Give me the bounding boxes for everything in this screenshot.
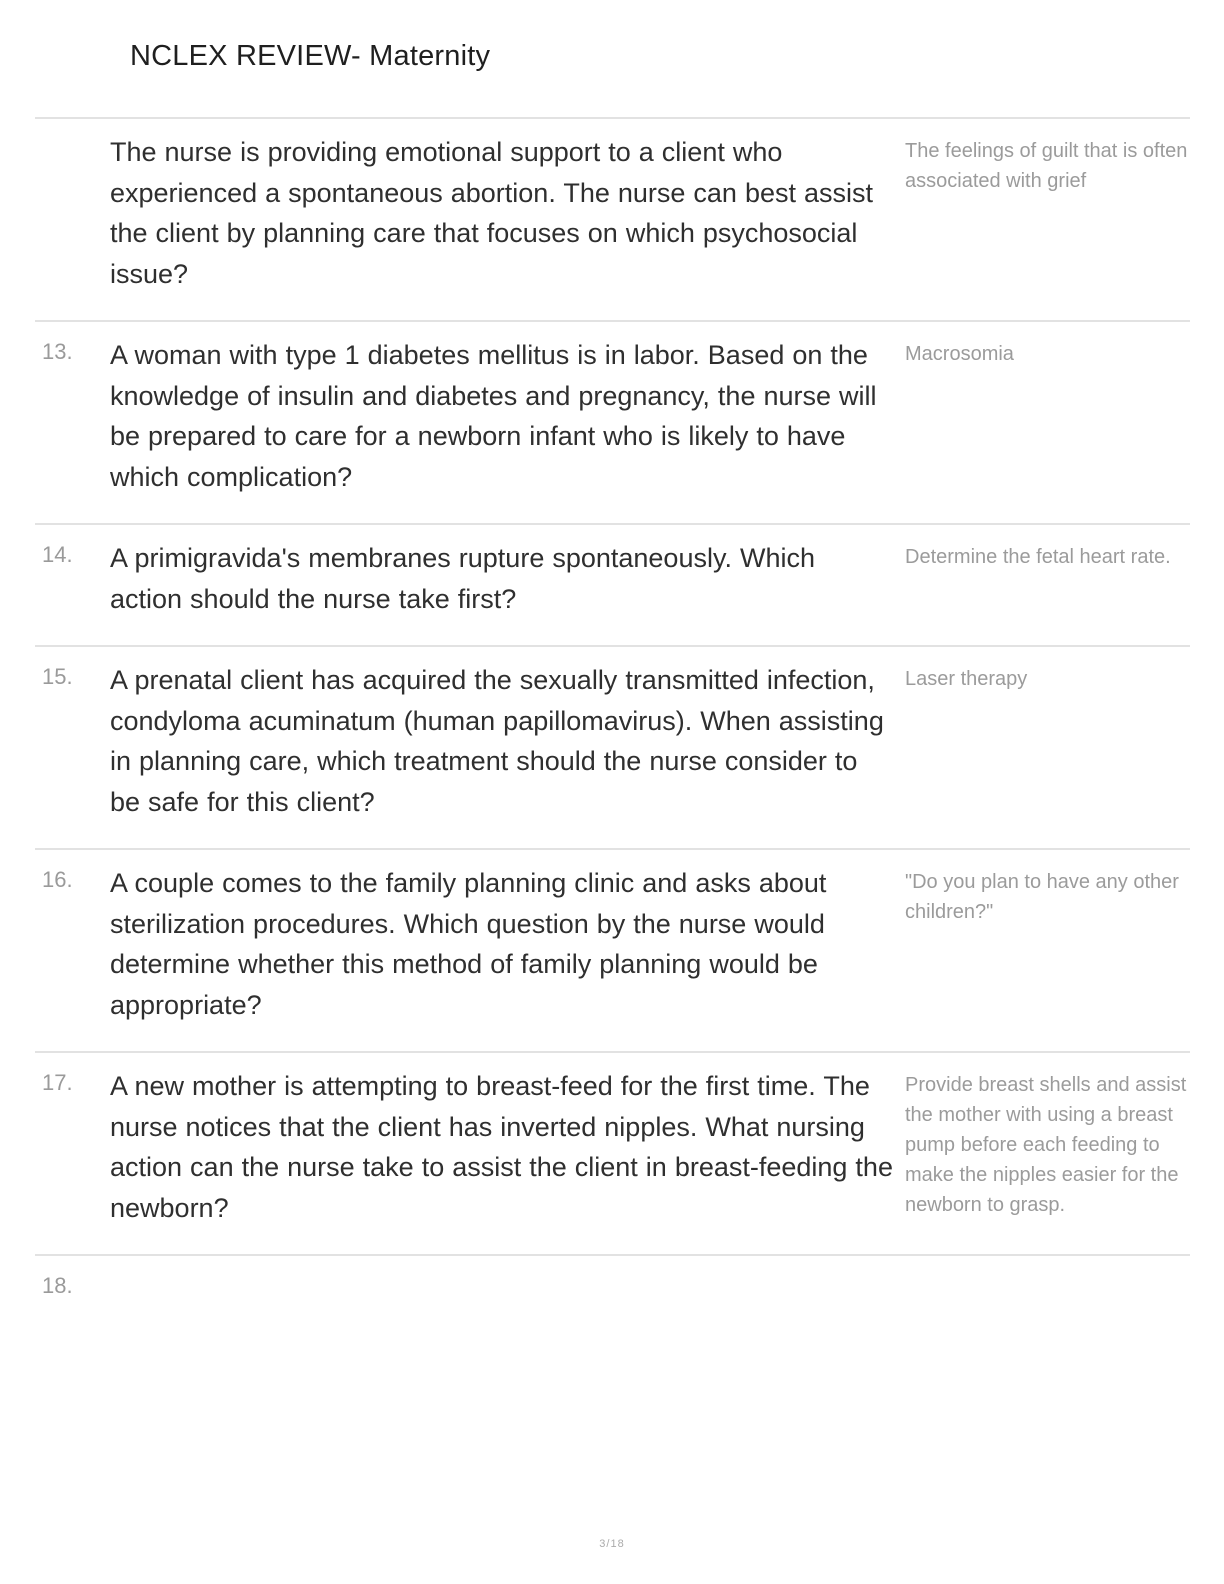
question-number: 16. — [42, 867, 73, 892]
answer-text: Macrosomia — [905, 343, 1014, 365]
question-text: A primigravida's membranes rupture spontaneously. Which action should the nurse take first? — [110, 543, 815, 614]
table-row — [35, 523, 1190, 645]
table-row — [35, 848, 1190, 1051]
answer-text: Provide breast shells and assist the mother with using a breast pump before each feeding to make the nipples easier for the newborn to grasp. — [905, 1074, 1187, 1216]
question-number: 14. — [42, 542, 73, 567]
question-text: A new mother is attempting to breast-feed for the first time. The nurse notices that the client has inverted nipples. What nursing action can the nurse take to assist the client in breast-feeding the newborn? — [110, 1071, 893, 1223]
qa-table — [35, 117, 1190, 1324]
table-row — [35, 645, 1190, 848]
answer-text: Laser therapy — [905, 668, 1028, 690]
table-row — [35, 1254, 1190, 1324]
answer-text — [905, 1269, 1190, 1273]
table-row — [35, 1051, 1190, 1254]
question-text: A prenatal client has acquired the sexually transmitted infection, condyloma acuminatum (human papillomavirus). When assisting in planning care, which treatment should the nurse consider to be safe for this client? — [110, 665, 884, 817]
question-text: A woman with type 1 diabetes mellitus is in labor. Based on the knowledge of insulin and diabetes and pregnancy, the nurse will be prepared to care for a newborn infant who is likely to have which complication? — [110, 340, 877, 492]
question-number: 15. — [42, 664, 73, 689]
page-number-footer: 3/18 — [599, 1538, 625, 1550]
page-title: NCLEX REVIEW- Maternity — [130, 40, 491, 72]
question-number: 17. — [42, 1070, 73, 1095]
question-number: 18. — [42, 1273, 73, 1298]
question-text: A couple comes to the family planning clinic and asks about sterilization procedures. Which question by the nurse would determine whether this method of family planning would be appropriate? — [110, 868, 827, 1020]
answer-text: "Do you plan to have any other children?" — [905, 871, 1179, 923]
table-row — [35, 320, 1190, 523]
answer-text: The feelings of guilt that is often associated with grief — [905, 140, 1188, 192]
question-number: 13. — [42, 339, 73, 364]
table-row — [35, 117, 1190, 320]
question-text: The nurse is providing emotional support to a client who experienced a spontaneous abortion. The nurse can best assist the client by planning care that focuses on which psychosocial issue? — [110, 137, 873, 289]
answer-text: Determine the fetal heart rate. — [905, 546, 1171, 568]
